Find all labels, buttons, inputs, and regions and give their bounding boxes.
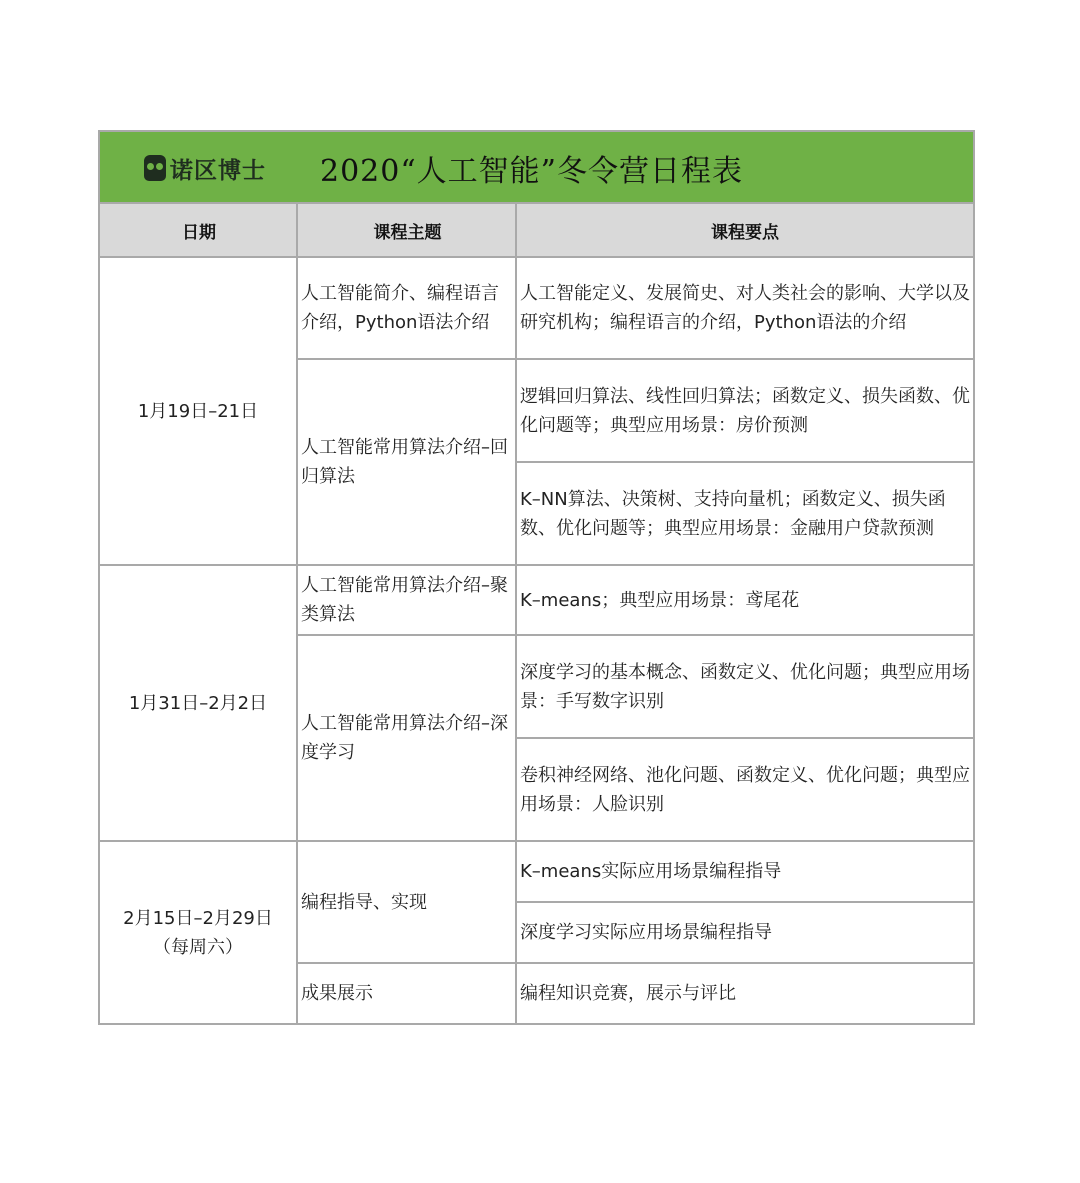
points-cell: K–NN算法、决策树、支持向量机；函数定义、损失函数、优化问题等；典型应用场景：金融用户贷款预测	[520, 488, 946, 539]
title-banner	[100, 132, 973, 204]
points-cell: 编程知识竞赛，展示与评比	[520, 983, 736, 1004]
topic-cell: 人工智能常用算法介绍–聚类算法	[301, 575, 508, 625]
topic-cell: 人工智能简介、编程语言介绍，Python语法介绍	[301, 283, 499, 333]
topic-cell: 人工智能常用算法介绍–回归算法	[301, 437, 508, 487]
points-cell: 人工智能定义、发展简史、对人类社会的影响、大学以及研究机构；编程语言的介绍，Python语法的介绍	[520, 283, 970, 333]
topic-cell: 人工智能常用算法介绍–深度学习	[301, 713, 508, 763]
date-cell: 1月31日–2月2日	[128, 692, 268, 714]
brand-name: 诺区博士	[170, 157, 266, 184]
header-date: 日期	[100, 204, 298, 258]
points-cell: K–means实际应用场景编程指导	[520, 861, 782, 882]
points-cell: K–means；典型应用场景：鸢尾花	[520, 589, 800, 611]
owl-icon	[144, 155, 166, 181]
date-cell: 1月19日–21日	[137, 400, 259, 422]
points-cell: 逻辑回归算法、线性回归算法；函数定义、损失函数、优化问题等；典型应用场景：房价预测	[520, 385, 970, 436]
brand-logo	[144, 152, 266, 184]
header-topic: 课程主题	[298, 204, 517, 258]
date-cell: 2月15日–2月29日 （每周六）	[123, 907, 273, 958]
topic-cell: 编程指导、实现	[301, 891, 427, 913]
points-cell: 卷积神经网络、池化问题、函数定义、优化问题；典型应用场景：人脸识别	[520, 764, 970, 815]
topic-cell: 成果展示	[301, 983, 373, 1004]
schedule-table	[98, 130, 975, 1025]
table-title: 2020“人工智能”冬令营日程表	[320, 154, 744, 189]
header-points: 课程要点	[517, 204, 973, 258]
points-cell: 深度学习的基本概念、函数定义、优化问题；典型应用场景：手写数字识别	[520, 661, 970, 712]
points-cell: 深度学习实际应用场景编程指导	[520, 922, 772, 943]
